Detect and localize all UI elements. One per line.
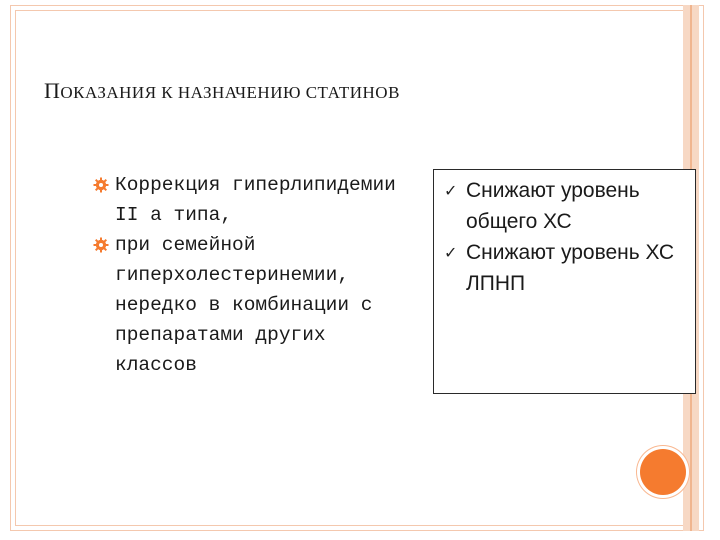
- title-first-letter: П: [44, 78, 61, 103]
- title-rest: ОКАЗАНИЯ К НАЗНАЧЕНИЮ СТАТИНОВ: [60, 83, 400, 102]
- list-item-text: Снижают уровень общего ХС: [466, 179, 640, 233]
- checkmark-icon: ✓: [444, 243, 458, 262]
- effects-box: [433, 169, 696, 394]
- decorative-circle: [640, 449, 686, 495]
- list-item: [93, 170, 413, 230]
- left-bullet-list: [93, 170, 413, 380]
- list-item: [93, 230, 413, 380]
- list-item-text: при семейной гиперхолестеринемии, нередко в комбинации с препаратами других классов: [115, 234, 373, 376]
- slide-title: [44, 78, 664, 104]
- list-item: [438, 175, 695, 237]
- gear-icon: [93, 177, 109, 193]
- checkmark-icon: ✓: [444, 181, 458, 200]
- gear-icon: [93, 237, 109, 253]
- list-item: [438, 237, 695, 299]
- list-item-text: Коррекция гиперлипидемии II а типа,: [115, 174, 396, 226]
- list-item-text: Снижают уровень ХС ЛПНП: [466, 241, 675, 295]
